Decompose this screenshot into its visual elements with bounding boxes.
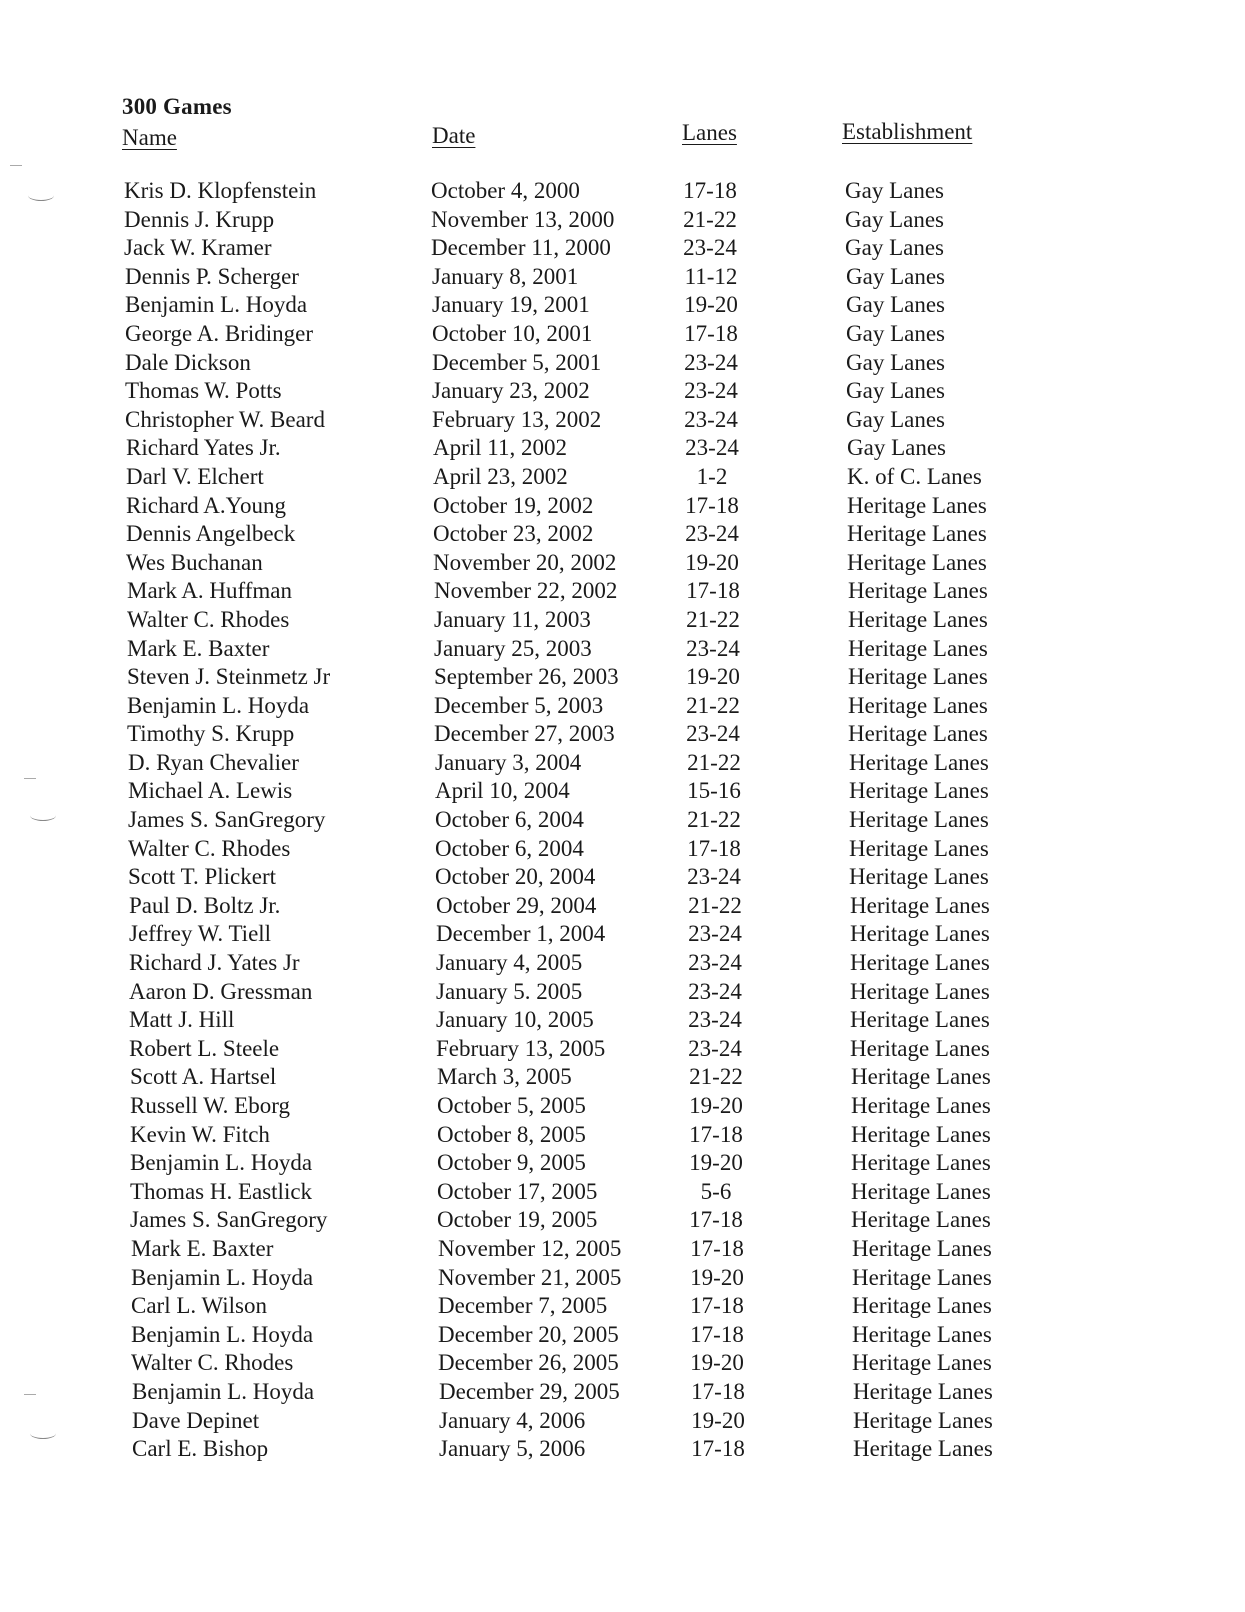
cell-date: January 5, 2006: [439, 1436, 586, 1462]
cell-date: February 13, 2005: [436, 1035, 606, 1061]
table-row: [3, 663, 1245, 692]
cell-establishment: Heritage Lanes: [851, 1178, 991, 1204]
cell-date: April 11, 2002: [433, 435, 567, 461]
cell-name: Dennis P. Scherger: [125, 263, 299, 289]
cell-lanes: 23-24: [686, 721, 740, 747]
table-row: [1, 377, 1245, 406]
table-row: [7, 1292, 1245, 1321]
table-row: [4, 806, 1245, 835]
cell-name: Kris D. Klopfenstein: [124, 178, 317, 203]
cell-establishment: Heritage Lanes: [848, 664, 988, 690]
cell-lanes: 23-24: [685, 435, 739, 461]
cell-establishment: Heritage Lanes: [850, 950, 990, 976]
table-row: [3, 577, 1245, 606]
cell-name: Dennis J. Krupp: [124, 206, 275, 232]
cell-establishment: Heritage Lanes: [852, 1350, 992, 1376]
cell-date: December 27, 2003: [434, 721, 615, 747]
cell-establishment: Gay Lanes: [846, 320, 945, 346]
cell-date: January 4, 2005: [436, 950, 583, 976]
cell-date: November 12, 2005: [438, 1235, 622, 1261]
cell-establishment: Heritage Lanes: [848, 606, 988, 632]
table-row: [5, 920, 1245, 949]
cell-name: Dave Depinet: [132, 1407, 260, 1433]
table-row: [1, 320, 1245, 349]
cell-name: James S. SanGregory: [128, 807, 326, 833]
column-header-date: Date: [432, 123, 476, 148]
table-row: [1, 349, 1245, 378]
cell-date: September 26, 2003: [434, 664, 619, 690]
cell-establishment: Heritage Lanes: [848, 692, 988, 718]
cell-establishment: Gay Lanes: [846, 378, 945, 404]
cell-date: October 19, 2002: [433, 492, 594, 518]
cell-lanes: 21-22: [687, 749, 741, 775]
table-row: [2, 463, 1245, 492]
cell-establishment: Heritage Lanes: [850, 1007, 990, 1033]
cell-date: April 10, 2004: [435, 778, 570, 804]
table-row: [6, 1121, 1245, 1150]
cell-lanes: 21-22: [686, 692, 740, 718]
table-row: [0, 234, 1245, 263]
cell-date: October 5, 2005: [437, 1093, 586, 1118]
column-header-lanes: Lanes: [682, 120, 737, 145]
cell-establishment: Heritage Lanes: [852, 1293, 992, 1319]
cell-lanes: 19-20: [691, 1407, 745, 1433]
cell-lanes: 23-24: [686, 635, 740, 661]
cell-establishment: Gay Lanes: [845, 235, 944, 261]
cell-date: December 11, 2000: [431, 235, 611, 261]
cell-lanes: 17-18: [690, 1235, 744, 1261]
cell-name: Dennis Angelbeck: [126, 521, 296, 547]
cell-establishment: Heritage Lanes: [850, 1035, 990, 1061]
cell-lanes: 23-24: [684, 378, 738, 404]
cell-date: November 13, 2000: [431, 206, 615, 232]
cell-date: October 4, 2000: [431, 178, 580, 203]
cell-name: Benjamin L. Hoyda: [125, 292, 308, 318]
cell-name: Mark E. Baxter: [131, 1235, 274, 1261]
cell-date: December 20, 2005: [438, 1321, 619, 1347]
table-row: [4, 863, 1245, 892]
table-row: [2, 520, 1245, 549]
table-row: [2, 434, 1245, 463]
cell-date: January 23, 2002: [432, 378, 590, 404]
cell-establishment: Heritage Lanes: [853, 1378, 993, 1404]
cell-lanes: 17-18: [690, 1293, 744, 1319]
cell-date: October 6, 2004: [435, 807, 584, 833]
cell-date: December 26, 2005: [438, 1350, 619, 1376]
cell-date: December 5, 2003: [434, 692, 604, 718]
table-row: [7, 1264, 1245, 1293]
cell-name: Walter C. Rhodes: [128, 835, 291, 861]
table-row: [6, 1063, 1245, 1092]
cell-name: Mark A. Huffman: [127, 578, 293, 604]
table-row: [3, 692, 1245, 721]
table-row: [6, 1178, 1245, 1207]
cell-establishment: Heritage Lanes: [849, 835, 989, 861]
cell-lanes: 23-24: [685, 521, 739, 547]
table-row: [8, 1407, 1245, 1436]
cell-establishment: Heritage Lanes: [849, 807, 989, 833]
cell-establishment: Heritage Lanes: [850, 921, 990, 947]
cell-date: November 22, 2002: [434, 578, 618, 604]
cell-name: Benjamin L. Hoyda: [131, 1321, 314, 1347]
cell-name: Thomas W. Potts: [125, 378, 282, 404]
cell-date: December 7, 2005: [438, 1293, 608, 1319]
cell-name: Matt J. Hill: [129, 1007, 235, 1033]
cell-lanes: 17-18: [691, 1378, 745, 1404]
table-row: [5, 978, 1245, 1007]
cell-establishment: Gay Lanes: [845, 206, 944, 232]
table-row: [3, 720, 1245, 749]
cell-name: Paul D. Boltz Jr.: [129, 892, 281, 918]
cell-establishment: Heritage Lanes: [853, 1407, 993, 1433]
cell-date: January 10, 2005: [436, 1007, 594, 1033]
cell-lanes: 23-24: [688, 950, 742, 976]
cell-date: October 17, 2005: [437, 1178, 598, 1204]
table-row: [5, 1035, 1245, 1064]
cell-date: December 5, 2001: [432, 349, 602, 375]
cell-establishment: Heritage Lanes: [848, 635, 988, 661]
cell-lanes: 19-20: [684, 292, 738, 318]
cell-date: January 4, 2006: [439, 1407, 586, 1433]
cell-establishment: Gay Lanes: [845, 178, 944, 203]
cell-establishment: Heritage Lanes: [848, 721, 988, 747]
table-row: [1, 406, 1245, 435]
cell-establishment: Heritage Lanes: [851, 1150, 991, 1176]
cell-name: Richard Yates Jr.: [126, 435, 281, 461]
cell-name: Benjamin L. Hoyda: [132, 1378, 315, 1404]
cell-establishment: Heritage Lanes: [851, 1121, 991, 1147]
cell-establishment: Gay Lanes: [846, 349, 945, 375]
cell-name: Carl E. Bishop: [132, 1436, 269, 1462]
cell-lanes: 17-18: [689, 1207, 743, 1233]
cell-name: George A. Bridinger: [125, 320, 314, 346]
cell-establishment: Heritage Lanes: [853, 1436, 993, 1462]
cell-name: Timothy S. Krupp: [127, 721, 295, 747]
cell-lanes: 5-6: [700, 1178, 732, 1204]
cell-name: Jeffrey W. Tiell: [129, 921, 272, 947]
cell-lanes: 17-18: [690, 1321, 744, 1347]
cell-date: October 23, 2002: [433, 521, 594, 547]
column-header-establishment: Establishment: [842, 119, 973, 144]
cell-lanes: 15-16: [687, 778, 741, 804]
table-row: [5, 892, 1245, 921]
table-row: [5, 1006, 1245, 1035]
cell-name: Scott T. Plickert: [128, 864, 276, 890]
cell-lanes: 19-20: [689, 1093, 743, 1118]
cell-establishment: Gay Lanes: [847, 435, 946, 461]
cell-establishment: Heritage Lanes: [851, 1064, 991, 1090]
cell-date: December 29, 2005: [439, 1378, 620, 1404]
table-row: [8, 1378, 1245, 1407]
cell-date: January 19, 2001: [432, 292, 590, 318]
cell-date: November 21, 2005: [438, 1264, 622, 1290]
cell-name: Walter C. Rhodes: [127, 606, 290, 632]
cell-name: James S. SanGregory: [130, 1207, 328, 1233]
cell-lanes: 21-22: [683, 206, 737, 232]
cell-lanes: 1-2: [696, 463, 728, 489]
cell-date: January 11, 2003: [434, 606, 591, 632]
cell-lanes: 21-22: [687, 807, 741, 833]
cell-lanes: 17-18: [684, 320, 738, 346]
table-row: [8, 1435, 1245, 1464]
cell-lanes: 23-24: [683, 235, 737, 261]
cell-establishment: Heritage Lanes: [849, 749, 989, 775]
table-row: [7, 1321, 1245, 1350]
cell-name: Wes Buchanan: [126, 549, 263, 575]
cell-establishment: Heritage Lanes: [849, 778, 989, 804]
cell-date: February 13, 2002: [432, 406, 602, 432]
cell-name: Christopher W. Beard: [125, 406, 325, 432]
cell-establishment: Heritage Lanes: [847, 549, 987, 575]
cell-name: Thomas H. Eastlick: [130, 1178, 313, 1204]
cell-name: Aaron D. Gressman: [129, 978, 313, 1004]
cell-name: Jack W. Kramer: [124, 235, 272, 261]
cell-date: October 10, 2001: [432, 320, 593, 346]
cell-name: Richard J. Yates Jr: [129, 950, 300, 976]
cell-lanes: 21-22: [688, 892, 742, 918]
column-header-name: Name: [122, 125, 177, 150]
document-title: 300 Games: [122, 94, 232, 119]
cell-name: D. Ryan Chevalier: [128, 749, 299, 775]
table-row: [4, 749, 1245, 778]
cell-lanes: 17-18: [686, 578, 740, 604]
cell-establishment: Heritage Lanes: [850, 978, 990, 1004]
cell-establishment: Gay Lanes: [846, 406, 945, 432]
cell-name: Steven J. Steinmetz Jr: [127, 664, 331, 690]
cell-lanes: 23-24: [684, 406, 738, 432]
cell-name: Robert L. Steele: [129, 1035, 280, 1061]
cell-name: Scott A. Hartsel: [130, 1064, 277, 1090]
cell-lanes: 19-20: [690, 1350, 744, 1376]
cell-lanes: 19-20: [685, 549, 739, 575]
cell-name: Richard A.Young: [126, 492, 286, 518]
table-row: [2, 549, 1245, 578]
cell-date: December 1, 2004: [436, 921, 606, 947]
cell-establishment: Heritage Lanes: [851, 1093, 991, 1118]
cell-lanes: 19-20: [689, 1150, 743, 1176]
table-row: [6, 1206, 1245, 1235]
cell-lanes: 17-18: [689, 1121, 743, 1147]
table-row: [1, 263, 1245, 292]
cell-date: October 20, 2004: [435, 864, 596, 890]
table-row: [6, 1149, 1245, 1178]
cell-name: Carl L. Wilson: [131, 1293, 268, 1319]
cell-name: Benjamin L. Hoyda: [130, 1150, 313, 1176]
cell-date: October 8, 2005: [437, 1121, 586, 1147]
cell-date: January 5. 2005: [436, 978, 583, 1004]
cell-lanes: 23-24: [688, 921, 742, 947]
cell-establishment: Heritage Lanes: [847, 521, 987, 547]
cell-name: Benjamin L. Hoyda: [127, 692, 310, 718]
cell-name: Benjamin L. Hoyda: [131, 1264, 314, 1290]
cell-lanes: 21-22: [686, 606, 740, 632]
cell-establishment: Heritage Lanes: [852, 1264, 992, 1290]
table-row: [4, 777, 1245, 806]
cell-date: January 25, 2003: [434, 635, 592, 661]
cell-name: Russell W. Eborg: [130, 1093, 290, 1118]
cell-date: January 3, 2004: [435, 749, 582, 775]
cell-lanes: 17-18: [683, 178, 737, 203]
cell-name: Michael A. Lewis: [128, 778, 293, 804]
cell-lanes: 23-24: [688, 1035, 742, 1061]
cell-date: October 29, 2004: [436, 892, 597, 918]
cell-name: Mark E. Baxter: [127, 635, 270, 661]
table-row: [3, 606, 1245, 635]
cell-lanes: 23-24: [684, 349, 738, 375]
table-row: [5, 949, 1245, 978]
cell-establishment: Heritage Lanes: [849, 864, 989, 890]
cell-name: Walter C. Rhodes: [131, 1350, 294, 1376]
cell-lanes: 19-20: [686, 664, 740, 690]
scan-artifact: [10, 165, 22, 166]
cell-date: October 6, 2004: [435, 835, 584, 861]
table-row: [0, 177, 1245, 206]
table-row: [6, 1092, 1245, 1121]
cell-name: Darl V. Elchert: [126, 463, 264, 489]
table-row: [7, 1235, 1245, 1264]
games-table: [0, 177, 1245, 1464]
cell-lanes: 17-18: [691, 1436, 745, 1462]
table-row: [2, 492, 1245, 521]
cell-establishment: Heritage Lanes: [852, 1321, 992, 1347]
cell-establishment: Heritage Lanes: [851, 1207, 991, 1233]
table-row: [7, 1349, 1245, 1378]
cell-date: November 20, 2002: [433, 549, 617, 575]
cell-name: Kevin W. Fitch: [130, 1121, 270, 1147]
cell-lanes: 21-22: [689, 1064, 743, 1090]
cell-date: January 8, 2001: [432, 263, 579, 289]
cell-establishment: K. of C. Lanes: [847, 463, 982, 489]
cell-lanes: 23-24: [687, 864, 741, 890]
cell-establishment: Heritage Lanes: [847, 492, 987, 518]
cell-name: Dale Dickson: [125, 349, 251, 375]
cell-establishment: Gay Lanes: [846, 263, 945, 289]
cell-lanes: 23-24: [688, 978, 742, 1004]
cell-lanes: 11-12: [684, 263, 738, 289]
cell-lanes: 23-24: [688, 1007, 742, 1033]
cell-date: March 3, 2005: [437, 1064, 572, 1090]
cell-establishment: Heritage Lanes: [852, 1235, 992, 1261]
cell-date: October 19, 2005: [437, 1207, 598, 1233]
table-row: [3, 635, 1245, 664]
cell-establishment: Heritage Lanes: [848, 578, 988, 604]
table-row: [1, 291, 1245, 320]
table-row: [0, 206, 1245, 235]
table-row: [4, 835, 1245, 864]
cell-date: October 9, 2005: [437, 1150, 586, 1176]
cell-date: April 23, 2002: [433, 463, 568, 489]
cell-lanes: 17-18: [685, 492, 739, 518]
cell-establishment: Heritage Lanes: [850, 892, 990, 918]
cell-lanes: 19-20: [690, 1264, 744, 1290]
cell-establishment: Gay Lanes: [846, 292, 945, 318]
cell-lanes: 17-18: [687, 835, 741, 861]
